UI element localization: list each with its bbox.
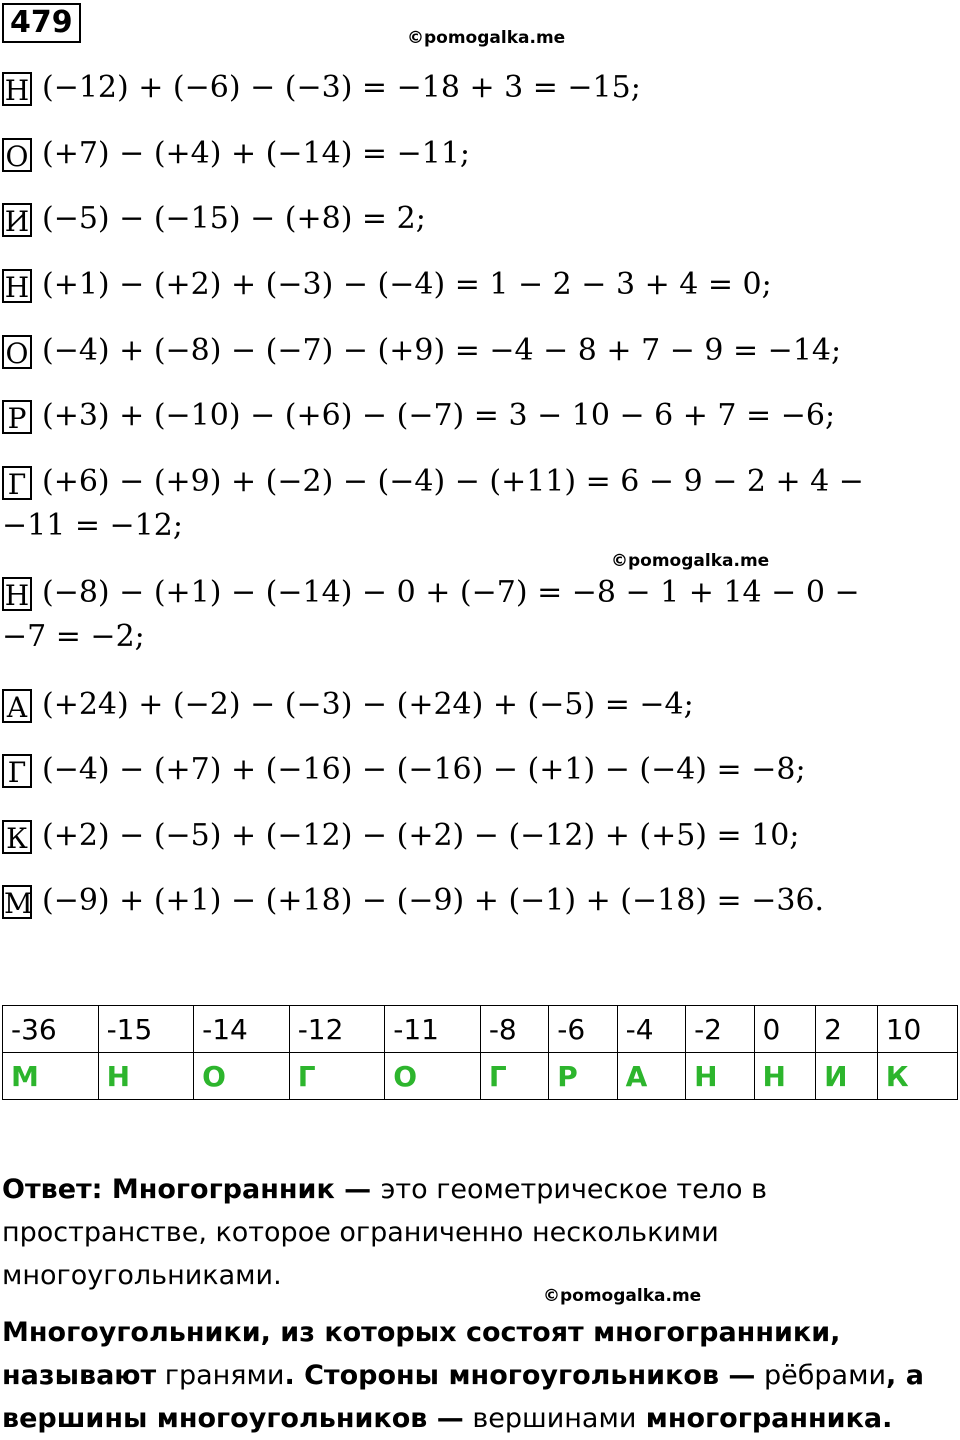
- table-cell: -4: [617, 1006, 685, 1053]
- table-cell: Р: [549, 1053, 617, 1100]
- answer-label: Ответ: Многогранник: [2, 1174, 335, 1205]
- table-cell: Г: [480, 1053, 548, 1100]
- table-cell: Г: [289, 1053, 385, 1100]
- equation-11: [2, 816, 800, 856]
- answer-bold: , а вершины многоугольников —: [2, 1360, 924, 1434]
- equation-letter: Р: [2, 400, 32, 434]
- equation-letter: Г: [2, 754, 32, 788]
- table-cell: 10: [877, 1006, 957, 1053]
- equation-8: [2, 573, 860, 657]
- table-row-numbers: [3, 1006, 958, 1053]
- table-cell: К: [877, 1053, 957, 1100]
- equation-text: (+3) + (−10) − (+6) − (−7) = 3 − 10 − 6 + 7 = −6;: [42, 398, 836, 433]
- equation-12: [2, 881, 824, 921]
- table-cell: Н: [98, 1053, 194, 1100]
- equation-letter: К: [2, 820, 32, 854]
- table-cell: О: [194, 1053, 290, 1100]
- equation-3: [2, 199, 426, 239]
- equation-letter: Н: [2, 72, 32, 106]
- equation-7: [2, 462, 864, 546]
- table-cell: -36: [3, 1006, 99, 1053]
- table-cell: М: [3, 1053, 99, 1100]
- answer-paragraph-1: [2, 1168, 802, 1297]
- equation-letter: Г: [2, 466, 32, 500]
- equation-letter: А: [2, 689, 32, 723]
- equation-6: [2, 396, 835, 436]
- table-cell: Н: [754, 1053, 816, 1100]
- problem-number: 479: [2, 3, 81, 43]
- answer-dash: —: [334, 1174, 381, 1205]
- table-cell: -8: [480, 1006, 548, 1053]
- equation-text: (+2) − (−5) + (−12) − (+2) − (−12) + (+5) = 10;: [42, 818, 800, 853]
- table-cell: 0: [754, 1006, 816, 1053]
- equation-text: (+6) − (+9) + (−2) − (−4) − (+11) = 6 − 9 − 2 + 4 −: [42, 464, 864, 499]
- equation-text: (−12) + (−6) − (−3) = −18 + 3 = −15;: [42, 70, 641, 105]
- equation-letter: М: [4, 887, 33, 920]
- equation-text: (−9) + (+1) − (+18) − (−9) + (−1) + (−18) = −36.: [42, 883, 825, 918]
- table-cell: -14: [194, 1006, 290, 1053]
- answer-text: гранями: [156, 1360, 285, 1391]
- equation-text: (+24) + (−2) − (−3) − (+24) + (−5) = −4;: [42, 687, 694, 722]
- table-cell: И: [816, 1053, 878, 1100]
- table-cell: -15: [98, 1006, 194, 1053]
- equation-letter: О: [2, 335, 32, 369]
- table-cell: -2: [686, 1006, 754, 1053]
- equation-text: (−8) − (+1) − (−14) − 0 + (−7) = −8 − 1 + 14 − 0 −: [42, 575, 860, 610]
- table-cell: -11: [385, 1006, 481, 1053]
- equation-letter: Н: [2, 577, 32, 611]
- table-cell: -6: [549, 1006, 617, 1053]
- answer-table: [2, 1005, 958, 1100]
- equation-text: (+7) − (+4) + (−14) = −11;: [42, 136, 471, 171]
- table-cell: Н: [686, 1053, 754, 1100]
- answer-bold: Многоугольники, из которых состоят многогранники, называют: [2, 1317, 841, 1391]
- table-row-letters: [3, 1053, 958, 1100]
- equation-text: (−4) − (+7) + (−16) − (−16) − (+1) − (−4) = −8;: [42, 752, 806, 787]
- answer-text: вершинами: [463, 1403, 637, 1434]
- table-cell: О: [385, 1053, 481, 1100]
- table-cell: А: [617, 1053, 685, 1100]
- equation-letter: Н: [2, 269, 32, 303]
- equation-2: [2, 134, 470, 174]
- watermark: ©pomogalka.me: [407, 28, 566, 48]
- equation-continuation: −7 = −2;: [2, 619, 145, 654]
- equation-text: (+1) − (+2) + (−3) − (−4) = 1 − 2 − 3 + 4 = 0;: [42, 267, 772, 302]
- equation-5: [2, 331, 841, 371]
- equation-1: [2, 68, 641, 108]
- equation-continuation: −11 = −12;: [2, 508, 183, 543]
- equation-text: (−5) − (−15) − (+8) = 2;: [42, 201, 426, 236]
- equation-4: [2, 265, 772, 305]
- table-cell: 2: [816, 1006, 878, 1053]
- equation-9: [2, 685, 694, 725]
- answer-text: это геометрическое тело в пространстве, которое ограниченно несколькими многоугольниками.: [2, 1174, 767, 1291]
- equation-letter: И: [2, 203, 32, 237]
- watermark: ©pomogalka.me: [611, 551, 770, 571]
- watermark: ©pomogalka.me: [543, 1286, 702, 1306]
- answer-bold: . Стороны многоугольников —: [284, 1360, 756, 1391]
- equation-letter: О: [2, 138, 32, 172]
- equation-text: (−4) + (−8) − (−7) − (+9) = −4 − 8 + 7 − 9 = −14;: [42, 333, 842, 368]
- answer-bold: многогранника.: [636, 1403, 893, 1434]
- equation-10: [2, 750, 806, 790]
- table-cell: -12: [289, 1006, 385, 1053]
- answer-paragraph-2: [2, 1311, 952, 1440]
- answer-text: рёбрами: [755, 1360, 887, 1391]
